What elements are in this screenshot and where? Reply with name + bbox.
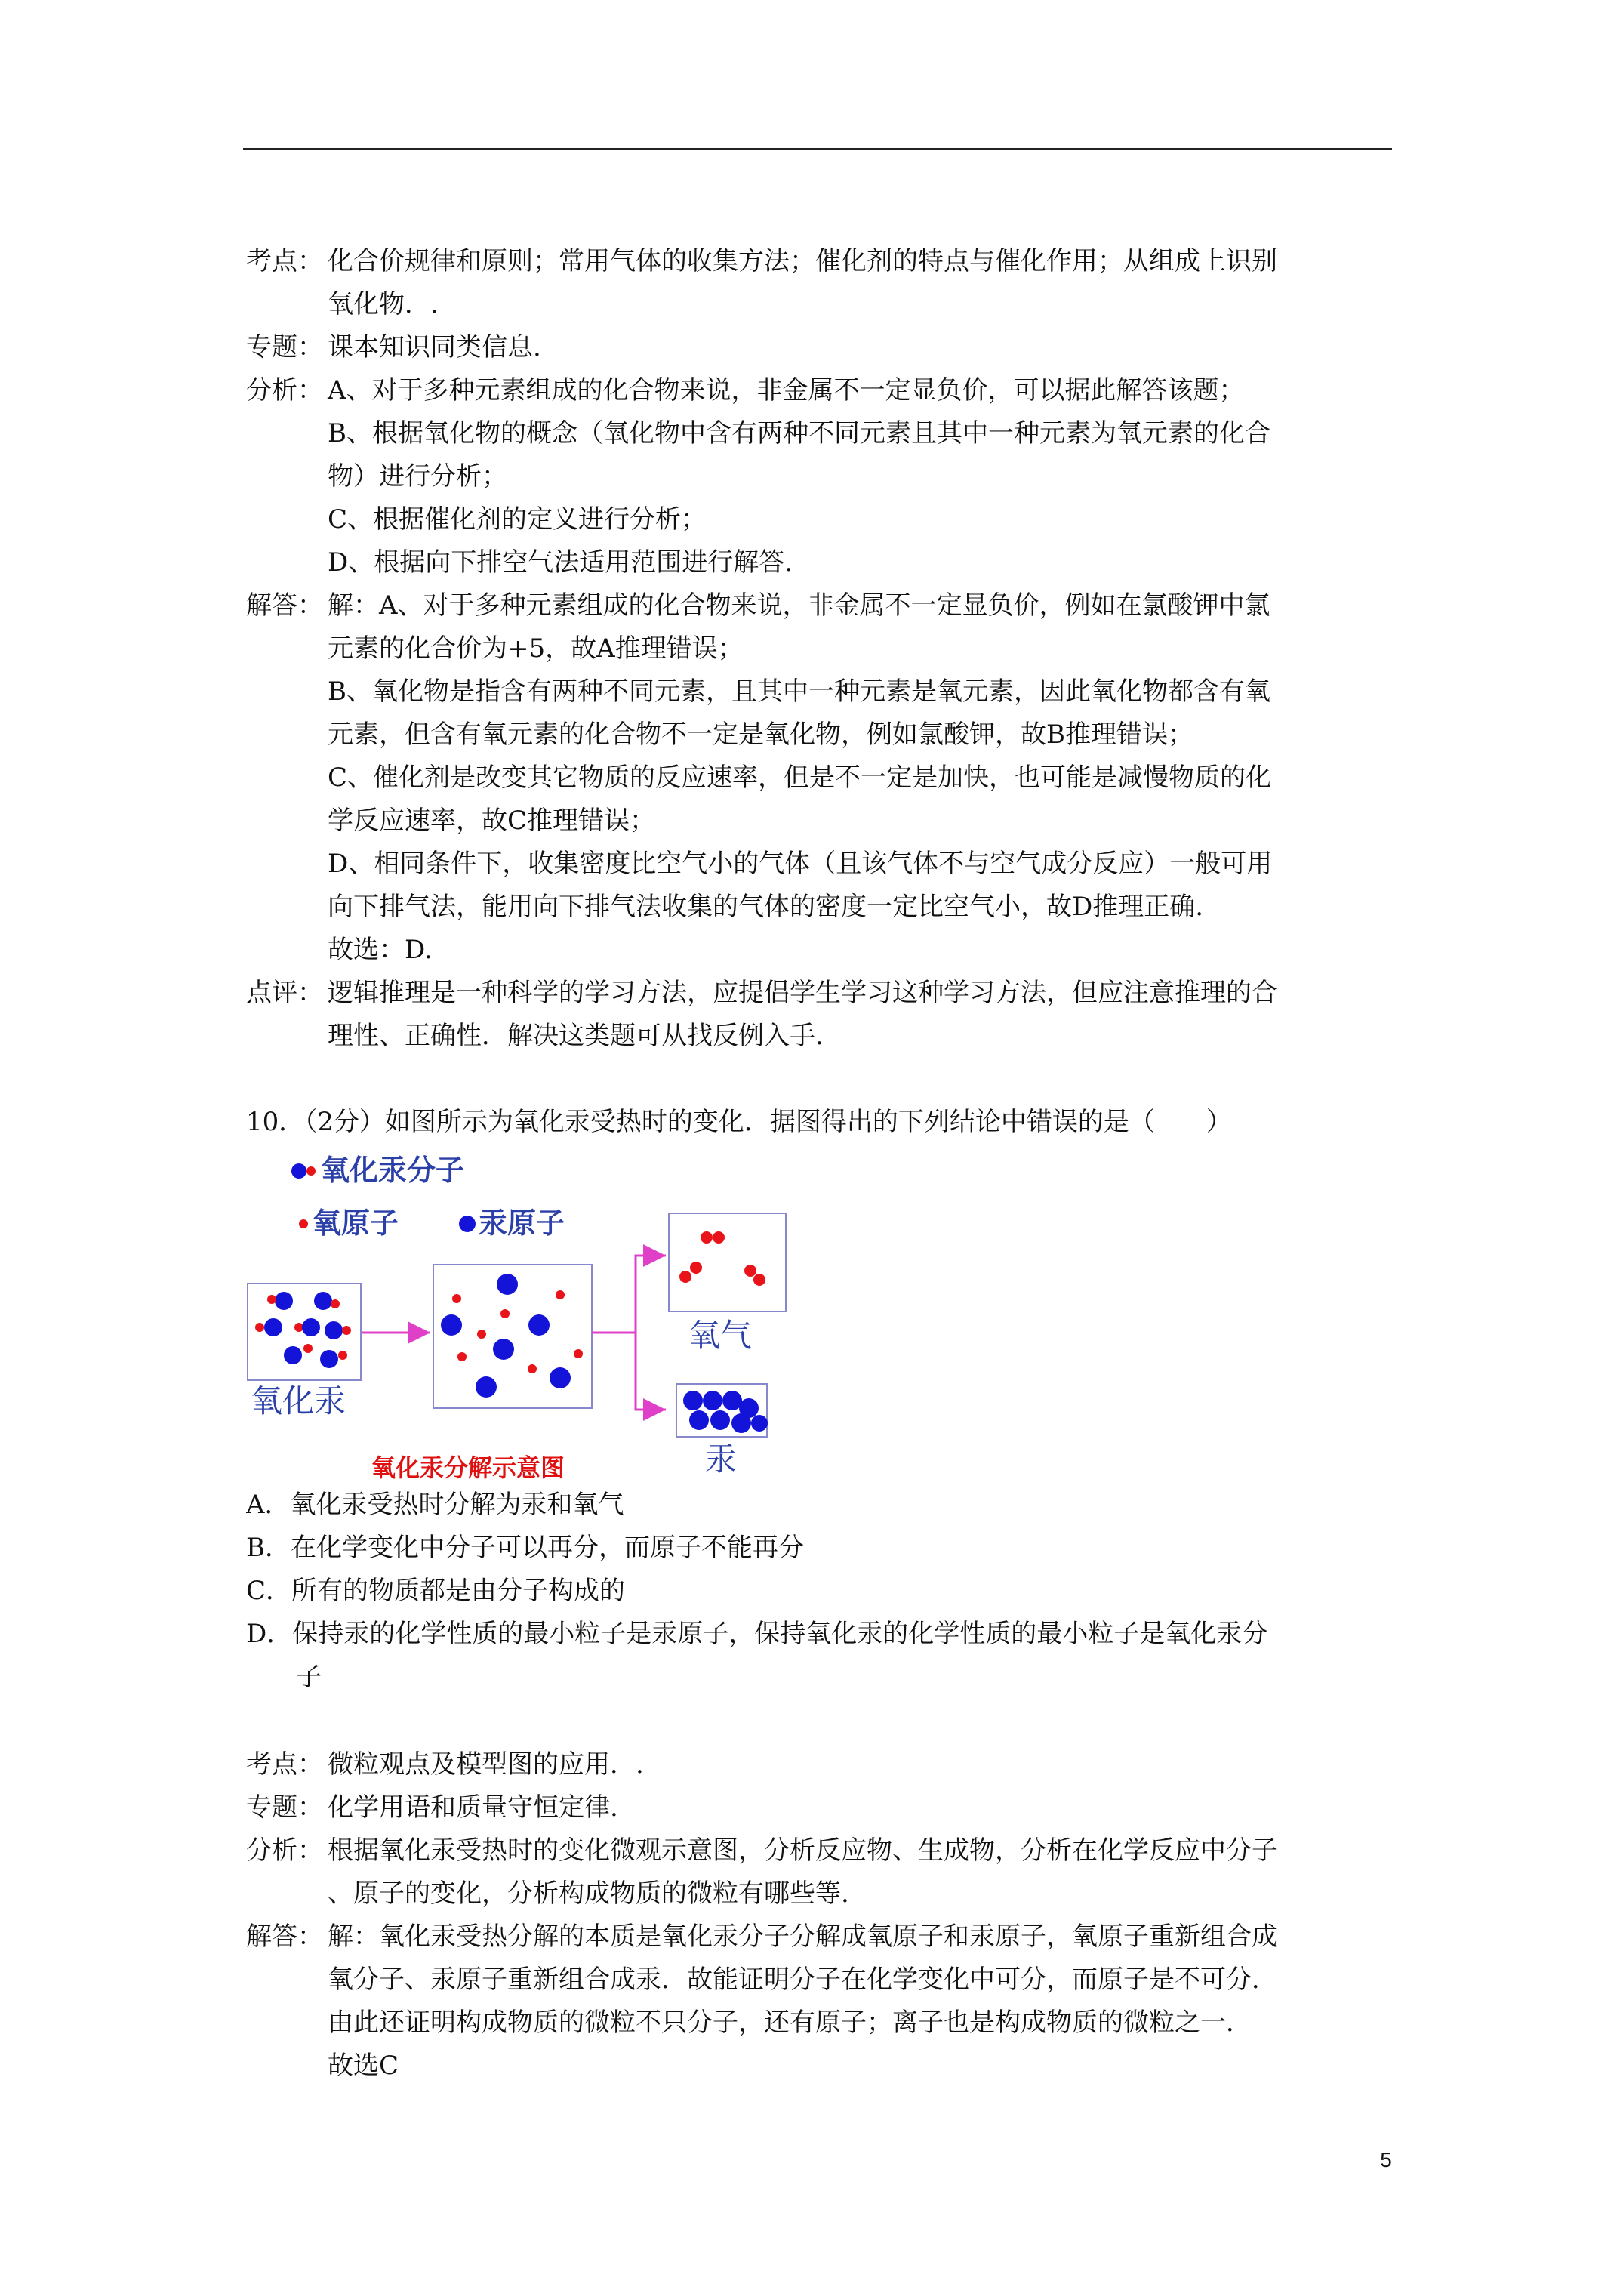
q10-jieda-line-3: 由此还证明构成物质的微粒不只分子，还有原子；离子也是构成物质的微粒之一． bbox=[328, 2008, 1252, 2038]
q10-kaodian-line bbox=[246, 1743, 1394, 1786]
q10-zhuanti-label: 专题： bbox=[246, 1792, 323, 1823]
option-d-line-2: 子 bbox=[296, 1662, 322, 1692]
q9-zhuanti-label: 专题： bbox=[246, 332, 323, 362]
q10-stem: 10．（2分）如图所示为氧化汞受热时的变化．据图得出的下列结论中错误的是（ ） bbox=[246, 1107, 1232, 1137]
box-mercury-oxide bbox=[248, 1284, 361, 1419]
q10-options bbox=[246, 1484, 1394, 1699]
legend-molecule bbox=[291, 1154, 464, 1187]
box-atoms bbox=[433, 1265, 592, 1408]
q10-solution bbox=[246, 1743, 1394, 2088]
q9-kaodian-line-1 bbox=[246, 240, 1394, 283]
q9-fenxi-line-2: B、根据氧化物的概念（氧化物中含有两种不同元素且其中一种元素为氧元素的化合 bbox=[328, 418, 1270, 448]
q9-jieda-line-9: 故选：D. bbox=[328, 935, 433, 965]
q10-fenxi-line-2: 、原子的变化，分析构成物质的微粒有哪些等. bbox=[328, 1878, 849, 1909]
figure-caption: 氧化汞分解示意图 bbox=[371, 1453, 565, 1480]
q10-kaodian-text: 微粒观点及模型图的应用．. bbox=[328, 1749, 644, 1780]
q10-zhuanti-line bbox=[246, 1786, 1394, 1829]
q10-zhuanti-text: 化学用语和质量守恒定律. bbox=[328, 1792, 618, 1823]
q9-kaodian-line-2: 氧化物．. bbox=[328, 289, 439, 319]
q9-fenxi-line-4: C、根据催化剂的定义进行分析； bbox=[328, 504, 707, 535]
legend-oxygen-label: 氧原子 bbox=[313, 1207, 399, 1240]
q9-kaodian-label: 考点： bbox=[246, 246, 323, 276]
label-oxygen: 氧气 bbox=[688, 1317, 753, 1354]
legend-molecule-label: 氧化汞分子 bbox=[321, 1154, 465, 1187]
q10-fenxi-line-1 bbox=[246, 1829, 1394, 1872]
q9-jieda-line-6: 学反应速率，故C推理错误； bbox=[328, 806, 656, 836]
q10-fenxi-text-1: 根据氧化汞受热时的变化微观示意图，分析反应物、生成物，分析在化学反应中分子 bbox=[328, 1835, 1277, 1866]
q9-kaodian-text-1: 化合价规律和原则；常用气体的收集方法；催化剂的特点与催化作用；从组成上识别 bbox=[328, 246, 1277, 276]
q9-jieda-label: 解答： bbox=[246, 590, 323, 621]
q10-question bbox=[246, 1101, 1394, 1144]
q9-jieda-text-1: 解：A、对于多种元素组成的化合物来说，非金属不一定显负价，例如在氯酸钾中氯 bbox=[328, 590, 1270, 621]
q9-fenxi-text-1: A、对于多种元素组成的化合物来说，非金属不一定显负价，可以据此解答该题； bbox=[328, 375, 1245, 405]
header-rule bbox=[243, 148, 1392, 150]
box-mercury bbox=[676, 1384, 768, 1478]
option-d-line-1: D．保持汞的化学性质的最小粒子是汞原子，保持氧化汞的化学性质的最小粒子是氧化汞分 bbox=[246, 1619, 1268, 1649]
q9-zhuanti-text: 课本知识同类信息. bbox=[328, 332, 541, 362]
q9-dianping-text-1: 逻辑推理是一种科学的学习方法，应提倡学生学习这种学习方法，但应注意推理的合 bbox=[328, 978, 1277, 1008]
box-oxygen bbox=[669, 1213, 786, 1354]
q9-jieda-line-4: 元素，但含有氧元素的化合物不一定是氧化物，例如氯酸钾，故B推理错误； bbox=[328, 720, 1193, 750]
q9-fenxi-label: 分析： bbox=[246, 375, 323, 405]
q10-jieda-text-1: 解：氧化汞受热分解的本质是氧化汞分子分解成氧原子和汞原子，氧原子重新组合成 bbox=[328, 1922, 1277, 1952]
q10-jieda-label: 解答： bbox=[246, 1922, 323, 1952]
q9-dianping-label: 点评： bbox=[246, 978, 323, 1008]
q10-figure bbox=[243, 1144, 787, 1480]
q9-fenxi-line-1 bbox=[246, 369, 1394, 412]
label-mercury-oxide: 氧化汞 bbox=[251, 1382, 346, 1419]
q9-jieda-line-3: B、氧化物是指含有两种不同元素，且其中一种元素是氧元素，因此氧化物都含有氧 bbox=[328, 676, 1270, 707]
q9-dianping-line-2: 理性、正确性．解决这类题可从找反例入手. bbox=[328, 1021, 824, 1051]
q9-jieda-line-1 bbox=[246, 584, 1394, 627]
arrow-to-mercury bbox=[636, 1333, 666, 1410]
q9-dianping-line-1 bbox=[246, 972, 1394, 1015]
q10-jieda-line-1 bbox=[246, 1915, 1394, 1959]
q9-jieda-line-5: C、催化剂是改变其它物质的反应速率，但是不一定是加快，也可能是减慢物质的化 bbox=[328, 763, 1272, 793]
arrow-to-oxygen bbox=[592, 1256, 666, 1333]
legend-mercury bbox=[459, 1207, 565, 1240]
q9-jieda-line-8: 向下排气法，能用向下排气法收集的气体的密度一定比空气小，故D推理正确. bbox=[328, 892, 1204, 922]
q9-jieda-line-7: D、相同条件下，收集密度比空气小的气体（且该气体不与空气成分反应）一般可用 bbox=[328, 849, 1273, 879]
q9-fenxi-line-3: 物）进行分析； bbox=[328, 461, 507, 492]
q10-kaodian-label: 考点： bbox=[246, 1749, 323, 1780]
q9-jieda-line-2: 元素的化合价为+5，故A推理错误； bbox=[328, 633, 744, 664]
q10-fenxi-label: 分析： bbox=[246, 1835, 323, 1866]
legend-oxygen bbox=[299, 1207, 399, 1240]
q9-fenxi-line-5: D、根据向下排空气法适用范围进行解答. bbox=[328, 547, 793, 578]
q10-jieda-line-2: 氧分子、汞原子重新组合成汞．故能证明分子在化学变化中可分，而原子是不可分． bbox=[328, 1965, 1277, 1995]
option-a: A．氧化汞受热时分解为汞和氧气 bbox=[246, 1490, 624, 1520]
q10-jieda-line-4: 故选C bbox=[328, 2051, 399, 2081]
option-b: B．在化学变化中分子可以再分，而原子不能再分 bbox=[246, 1533, 804, 1563]
legend-mercury-label: 汞原子 bbox=[479, 1207, 565, 1240]
label-mercury: 汞 bbox=[705, 1441, 738, 1478]
q9-zhuanti-line bbox=[246, 326, 1394, 369]
option-c: C．所有的物质都是由分子构成的 bbox=[246, 1576, 626, 1606]
q9-solution bbox=[246, 240, 1394, 1058]
page-number: 5 bbox=[1380, 2148, 1392, 2171]
